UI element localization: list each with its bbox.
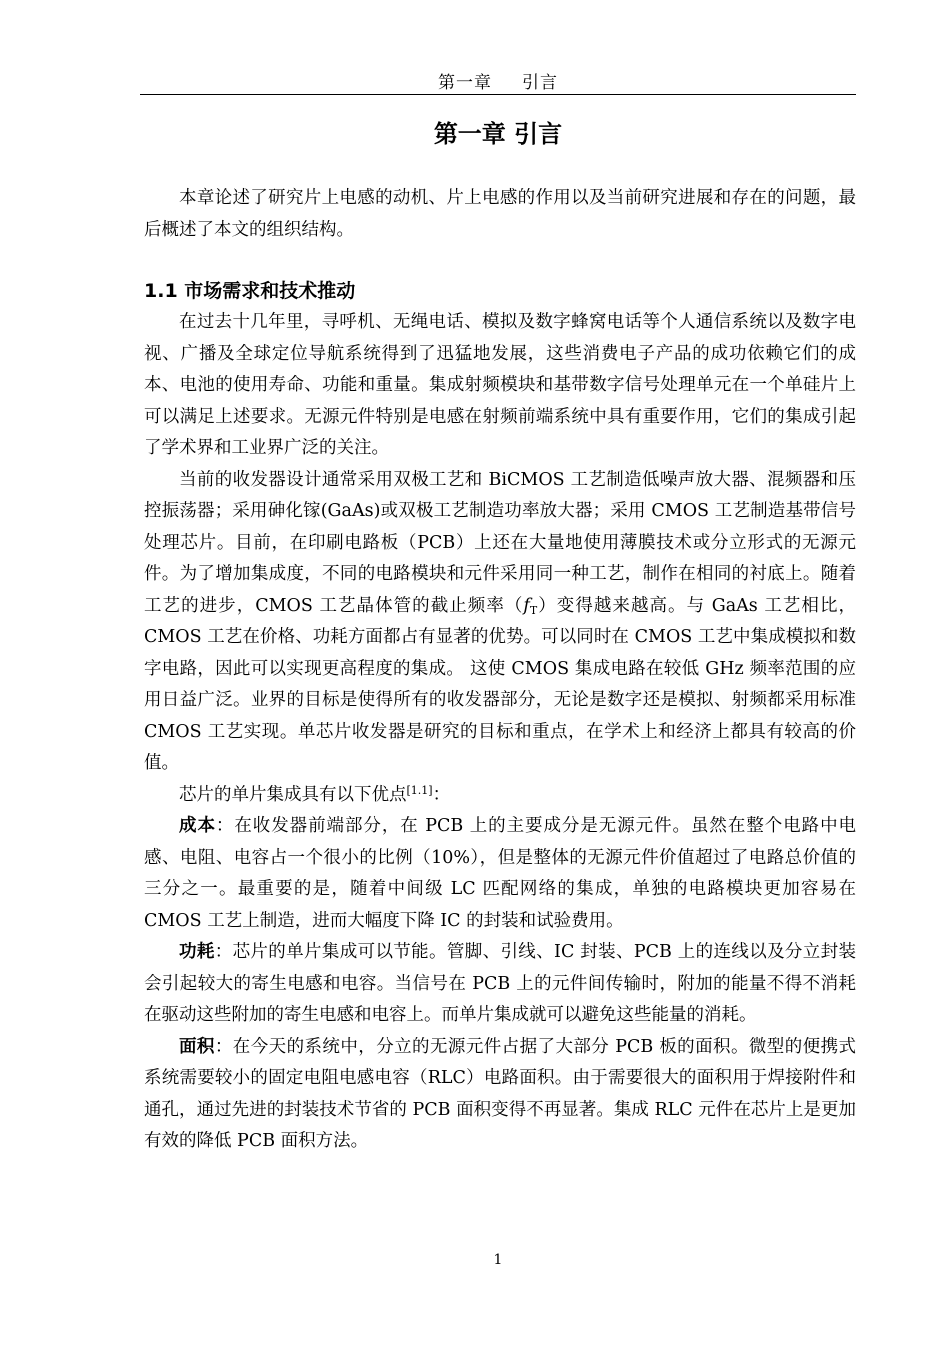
intro-paragraph: 本章论述了研究片上电感的动机、片上电感的作用以及当前研究进展和存在的问题，最后概述了本文的组织结构。: [144, 188, 856, 240]
transceiver-text-b: ）变得越来越高。与 GaAs 工艺相比，CMOS 工艺在价格、功耗方面都占有显著的优势。可以同时在 CMOS 工艺中集成模拟和数字电路，因此可以实现更高程度的集成。 这使 CMOS 集成电路在较低 GHz 频率范围的应用日益广泛。业界的目标是使得所有的收发器部分，无论是数字还是模拟、射频都采用标准 CMOS 工艺实现。单芯片收发器是研究的目标和重点，在学术上和经济上都具有较高的价值。: [144, 595, 857, 773]
body-text: [144, 183, 856, 1158]
area-label: 面积: [179, 1036, 215, 1057]
cutoff-frequency-subscript: T: [529, 603, 538, 617]
power-label: 功耗: [179, 942, 215, 962]
paragraph-cost: [144, 811, 856, 937]
paragraph-area: [144, 1032, 856, 1158]
citation-ref: [1.1]: [406, 783, 433, 797]
header-rule: [140, 94, 856, 95]
advantages-text: 芯片的单片集成具有以下优点: [179, 784, 407, 805]
cost-label: 成本: [179, 816, 216, 836]
section-heading: 1.1 市场需求和技术推动: [144, 280, 356, 302]
paragraph-transceiver: [144, 465, 856, 780]
cutoff-frequency-symbol: f: [523, 595, 530, 616]
area-text: ：在今天的系统中，分立的无源元件占据了大部分 PCB 板的面积。微型的便携式系统需要较小的固定电阻电感电容（RLC）电路面积。由于需要很大的面积用于焊接附件和通孔，通过先进的封装技术节省的 PCB 面积变得不再显著。集成 RLC 元件在芯片上是更加有效的降低 PCB 面积方法。: [144, 1036, 856, 1151]
transceiver-text-a: 当前的收发器设计通常采用双极工艺和 BiCMOS 工艺制造低噪声放大器、混频器和压控振荡器；采用砷化镓(GaAs)或双极工艺制造功率放大器；采用 CMOS 工艺制造基带信号处理芯片。目前，在印刷电路板（PCB）上还在大量地使用薄膜技术或分立形式的无源元件。为了增加集成度，不同的电路模块和元件采用同一种工艺，制作在相同的衬底上。随着工艺的进步，CMOS 工艺晶体管的截止频率（: [144, 469, 856, 616]
paragraph-power: [144, 937, 856, 1032]
header-chapter: 第一章: [438, 73, 492, 93]
power-text: ：芯片的单片集成可以节能。管脚、引线、IC 封装、PCB 上的连线以及分立封装会引起较大的寄生电感和电容。当信号在 PCB 上的元件间传输时，附加的能量不得不消耗在驱动这些附加的寄生电感和电容上。而单片集成就可以避免这些能量的消耗。: [144, 942, 856, 1025]
advantages-colon: ：: [432, 784, 451, 805]
cost-text: ：在收发器前端部分，在 PCB 上的主要成分是无源元件。虽然在整个电路中电感、电阻、电容占一个很小的比例（10%），但是整体的无源元件价值超过了电路总价值的三分之一。最重要的是，随着中间级 LC 匹配网络的集成，单独的电路模块更加容易在 CMOS 工艺上制造，进而大幅度下降 IC 的封装和试验费用。: [144, 816, 857, 931]
header-title: 引言: [522, 73, 558, 93]
chapter-title: 第一章 引言: [433, 120, 563, 148]
page-number: 1: [493, 1252, 503, 1268]
running-header: [140, 68, 856, 93]
paragraph-advantages: [144, 780, 856, 812]
paragraph-market: 在过去十几年里，寻呼机、无绳电话、模拟及数字蜂窝电话等个人通信系统以及数字电视、广播及全球定位导航系统得到了迅猛地发展，这些消费电子产品的成功依赖它们的成本、电池的使用寿命、功能和重量。集成射频模块和基带数字信号处理单元在一个单硅片上可以满足上述要求。无源元件特别是电感在射频前端系统中具有重要作用，它们的集成引起了学术界和工业界广泛的关注。: [144, 312, 856, 458]
